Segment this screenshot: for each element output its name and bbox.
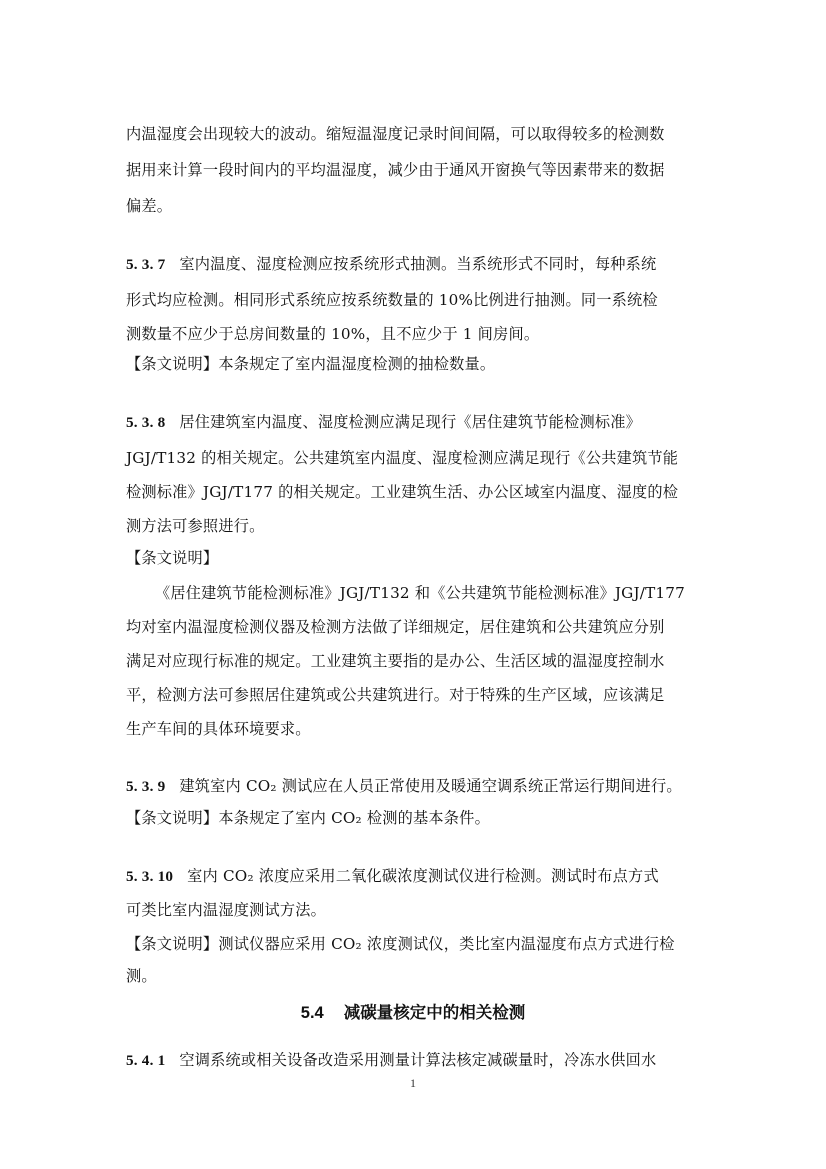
- clause-number: 5. 3. 9: [126, 778, 166, 795]
- commentary-line: 【条文说明】本条规定了室内 CO₂ 检测的基本条件。: [126, 809, 490, 827]
- commentary-label: 【条文说明】: [126, 549, 219, 567]
- clause-5-4-1: [126, 1050, 656, 1071]
- clause-number: 5. 3. 8: [126, 414, 166, 431]
- section-number: 5.4: [300, 1004, 324, 1022]
- page-number: 1: [410, 1076, 416, 1090]
- clause-number: 5. 3. 7: [126, 256, 166, 273]
- section-heading: [0, 999, 826, 1023]
- clause-5-3-10: [126, 866, 659, 887]
- clause-5-3-9: [126, 776, 682, 797]
- commentary-line: 平，检测方法可参照居住建筑或公共建筑进行。对于特殊的生产区域，应该满足: [126, 686, 665, 704]
- commentary-line: 生产车间的具体环境要求。: [126, 720, 311, 738]
- text-line: 据用来计算一段时间内的平均温湿度，减少由于通风开窗换气等因素带来的数据: [126, 161, 665, 179]
- commentary-line: 【条文说明】本条规定了室内温湿度检测的抽检数量。: [126, 355, 496, 373]
- text-line: 测数量不应少于总房间数量的 10%，且不应少于 1 间房间。: [126, 325, 540, 343]
- text-line: 室内 CO₂ 浓度应采用二氧化碳浓度测试仪进行检测。测试时布点方式: [187, 867, 659, 885]
- text-line: 室内温度、湿度检测应按系统形式抽测。当系统形式不同时，每种系统: [179, 255, 657, 273]
- commentary-line: 《居住建筑节能检测标准》JGJ/T132 和《公共建筑节能检测标准》JGJ/T177: [155, 584, 686, 602]
- text-line: 检测标准》JGJ/T177 的相关规定。工业建筑生活、办公区域室内温度、湿度的检: [126, 483, 679, 501]
- text-line: 偏差。: [126, 197, 173, 215]
- commentary-line: 均对室内温湿度检测仪器及检测方法做了详细规定，居住建筑和公共建筑应分别: [126, 618, 665, 636]
- text-line: 形式均应检测。相同形式系统应按系统数量的 10%比例进行抽测。同一系统检: [126, 291, 658, 309]
- text-line: 居住建筑室内温度、湿度检测应满足现行《居住建筑节能检测标准》: [179, 413, 641, 431]
- section-title: 减碳量核定中的相关检测: [343, 1004, 526, 1022]
- commentary-line: 满足对应现行标准的规定。工业建筑主要指的是办公、生活区域的温湿度控制水: [126, 652, 665, 670]
- clause-number: 5. 4. 1: [126, 1052, 166, 1069]
- commentary-line: 测。: [126, 967, 157, 985]
- text-line: 空调系统或相关设备改造采用测量计算法核定减碳量时，冷冻水供回水: [179, 1051, 657, 1069]
- text-line: JGJ/T132 的相关规定。公共建筑室内温度、湿度检测应满足现行《公共建筑节能: [126, 449, 679, 467]
- text-line: 测方法可参照进行。: [126, 517, 265, 535]
- text-line: 内温湿度会出现较大的波动。缩短温湿度记录时间间隔，可以取得较多的检测数: [126, 125, 665, 143]
- clause-5-3-8: [126, 412, 641, 433]
- clause-number: 5. 3. 10: [126, 868, 174, 885]
- clause-5-3-7: [126, 254, 656, 275]
- text-line: 建筑室内 CO₂ 测试应在人员正常使用及暖通空调系统正常运行期间进行。: [179, 777, 682, 795]
- text-line: 可类比室内温湿度测试方法。: [126, 901, 327, 919]
- commentary-line: 【条文说明】测试仪器应采用 CO₂ 浓度测试仪，类比室内温湿度布点方式进行检: [126, 935, 675, 953]
